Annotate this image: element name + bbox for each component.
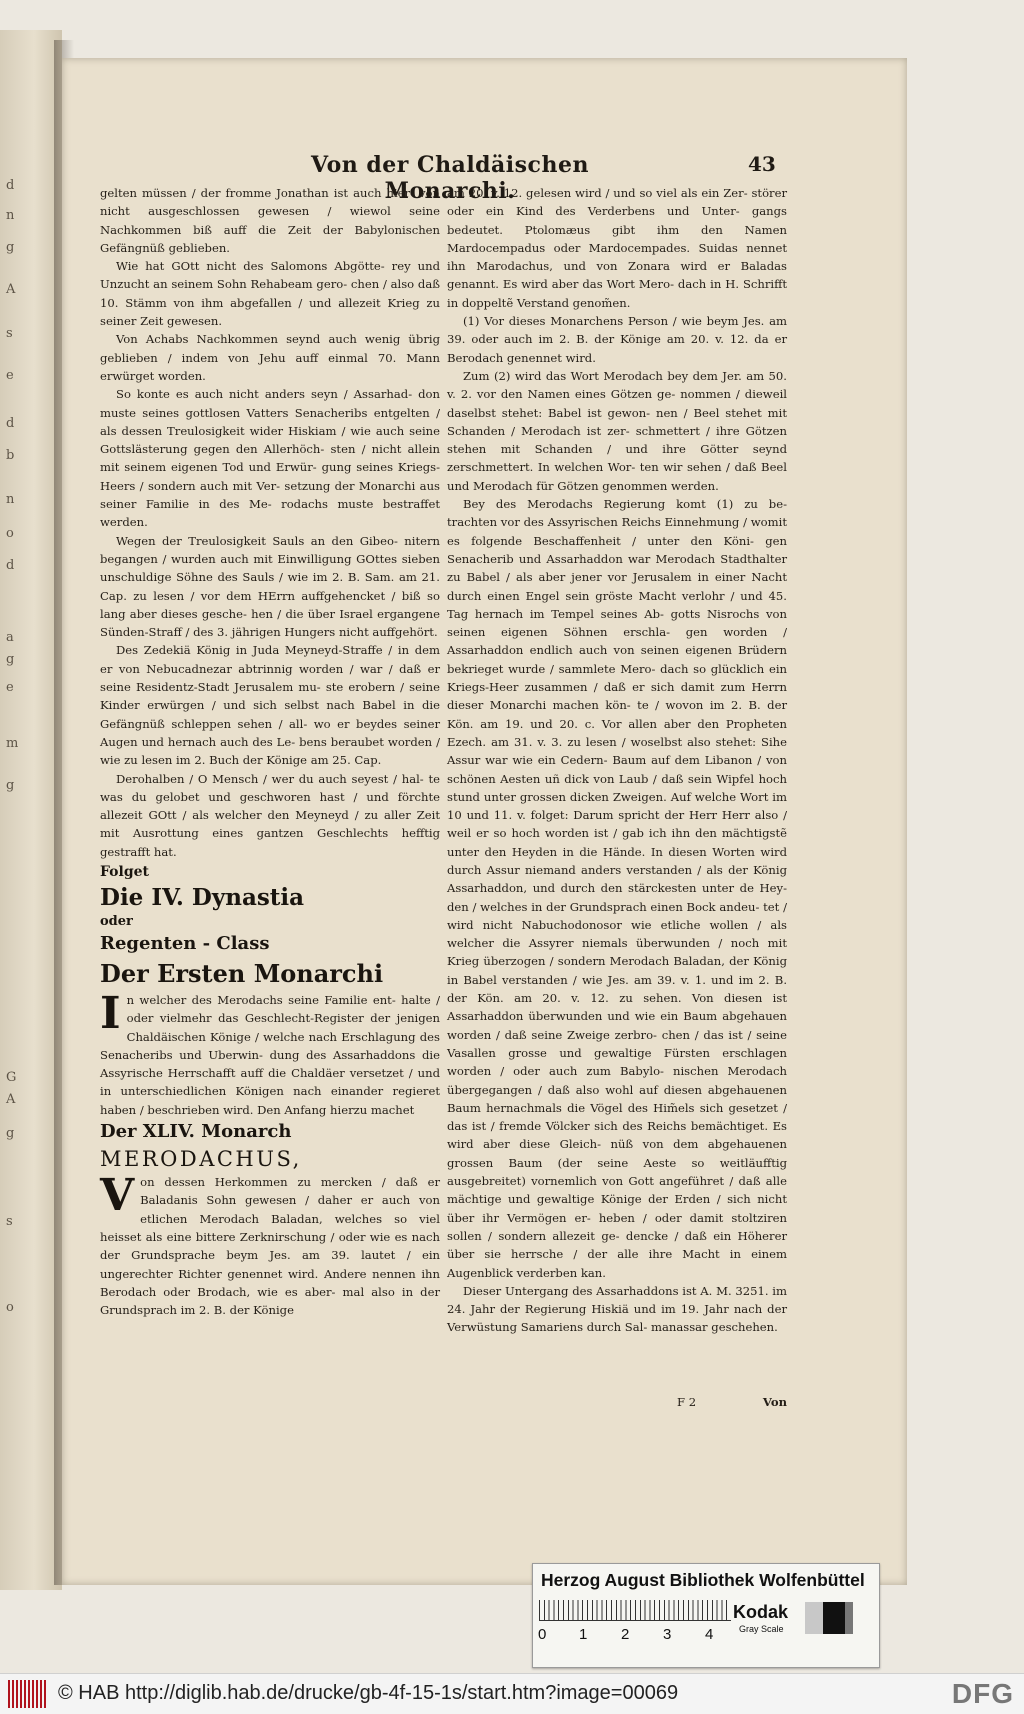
signature-mark: F 2 (677, 1395, 697, 1409)
drop-cap: I (100, 987, 121, 1039)
section-heading: Folget (100, 863, 149, 880)
edge-fragment: s (6, 1214, 14, 1229)
edge-fragment: s (6, 326, 14, 341)
edge-fragment: a (6, 630, 15, 645)
edge-fragment: b (6, 448, 16, 463)
edge-fragment: n (6, 208, 16, 223)
edge-fragment: g (6, 240, 16, 255)
library-name: Herzog August Bibliothek Wolfenbüttel (541, 1570, 865, 1590)
edge-fragment: g (6, 1126, 16, 1141)
section-heading: Der XLIV. Monarch (100, 1121, 292, 1143)
library-scan-label (532, 1563, 880, 1668)
paragraph: So konte es auch nicht anders seyn / Assarhad- don muste seines gottlosen Vatters Senacheribs entgelten / als dessen Treulosigkeit wider Hiskiam / wie auch seine Gottslästerung gegen den Allerhöch- sten / nicht allein mit seinem eigenen Tod und Erwür- gung seines Kriegs-Heers / sondern auch mit Ver- setzung der Monarchi aus seiner Familie in des Me- rodachs muste bestraffet werden. (100, 387, 440, 530)
ruler-ticks (539, 1600, 731, 1621)
edge-fragment: A (6, 282, 17, 297)
section-heading: Die IV. Dynastia (100, 883, 305, 911)
kodak-logo: Kodak (733, 1602, 789, 1622)
edge-fragment: e (6, 368, 15, 383)
edge-fragment: d (6, 178, 16, 193)
scale-number: 3 (663, 1626, 672, 1643)
paragraph: gelten müssen / der fromme Jonathan ist auch hier- von nicht ausgeschlossen gewesen / wiewol seine Nachkommen biß auff die Zeit der Babylonischen Gefängnüß geblieben. (100, 186, 440, 255)
edge-fragment: g (6, 778, 16, 793)
paragraph: am 20. v. 12. gelesen wird / und so viel als ein Zer- störer oder ein Kind des Verderbens und Unter- gangs bedeutet. Ptolomæus gibt ihm den Namen Mardocempadus oder Mardocempades. Suidas nennet ihn Marodachus, und von Zonara wird er Baladas genannt. Es wird aber das Wort Mero- dach in H. Schrifft in doppeltẽ Verstand genom̃en. (447, 186, 787, 310)
gray-patch (823, 1602, 845, 1634)
scale-number: 0 (538, 1626, 547, 1643)
edge-fragment: G (6, 1070, 18, 1085)
drop-cap: V (100, 1170, 135, 1222)
left-page-edge (0, 30, 62, 1590)
edge-fragment: d (6, 558, 16, 573)
section-heading: MERODACHUS, (100, 1147, 302, 1172)
footer-bar (0, 1673, 1024, 1714)
text-column-right (447, 184, 787, 1337)
paragraph (100, 1170, 440, 1319)
text-column-left (100, 184, 440, 1319)
paragraph: Dieser Untergang des Assarhaddons ist A. M. 3251. im 24. Jahr der Regierung Hiskiä und im 19. Jahr nach der Verwüstung Samariens durch Sal- manassar geschehen. (447, 1283, 787, 1335)
paragraph: Wie hat GOtt nicht des Salomons Abgötte- rey und Unzucht an seinem Sohn Rehabeam gero- chen / also daß 10. Stämm von ihm abgefallen / und allezeit Krieg zu seiner Zeit gewesen. (100, 259, 440, 329)
scale-number: 2 (621, 1626, 630, 1643)
running-head: Von der Chaldäischen Monarchi. (311, 152, 589, 204)
ruler-scale (539, 1600, 731, 1630)
scale-number: 4 (705, 1626, 714, 1643)
source-url[interactable]: © HAB http://diglib.hab.de/drucke/gb-4f-15-1s/start.htm?image=00069 (58, 1682, 679, 1704)
edge-fragment: m (6, 736, 20, 751)
paragraph: Zum (2) wird das Wort Merodach bey dem Jer. am 50. v. 2. vor den Namen eines Götzen ge- nommen / dieweil daselbst stehet: Babel ist gewon- nen / Beel stehet mit Schanden / Merodach ist zer- schmettert / ihre Götzen stehen mit Schanden / und ihre Götter seynd zerschmettert. In welchen Wor- ten wir sehen / daß Beel und Merodach für Götzen genommen werden. (447, 368, 787, 493)
page-number: 43 (748, 152, 776, 176)
edge-fragment: o (6, 1300, 15, 1315)
edge-fragment: e (6, 680, 15, 695)
edge-fragment: o (6, 526, 15, 541)
catchword: Von (762, 1395, 787, 1409)
gray-patch (845, 1602, 853, 1634)
paragraph (100, 987, 440, 1119)
paragraph: Wegen der Treulosigkeit Sauls an den Gibeo- nitern begangen / wurden auch mit Einwilligung GOttes sieben unschuldige Söhne des Sauls / wie im 2. B. Sam. am 21. Cap. zu lesen / vor dem HErrn auffgehencket / biß so lang aber dieses gesche- hen / die über Israel ergangene Sünden-Straff / des 3. jährigen Hungers nicht auffgehört. (100, 533, 440, 640)
paragraph: Von Achabs Nachkommen seynd auch wenig übrig geblieben / indem von Jehu auff einmal 70. Mann erwürget worden. (100, 332, 440, 383)
dfg-logo: DFG (951, 1678, 1014, 1709)
section-heading: Regenten - Class (100, 932, 270, 954)
paragraph: Bey des Merodachs Regierung komt (1) zu be- trachten vor des Assyrischen Reichs Einnehmung / womit es folgende Beschaffenheit / unter den Köni- gen Senacherib und Assarhaddon war Merodach Stadthalter zu Babel / als aber jener vor Jerusalem in einer Nacht durch einen Engel sein gröste Macht verlohr / und 45. Tag hernach im Tempel seines Ab- gotts Nisrochs von seinen eigenen Söhnen erschla- gen worden / Assarhaddon endlich auch von seinen eigenen Brüdern bekrieget wurde / sammlete Mero- dach so glücklich ein Kriegs-Heer zusammen / daß er sich damit zum Herrn dieser Monarchi machen kön- te / wovon im 2. B. der Kön. am 19. und 20. c. Vor allen aber den Propheten Ezech. am 31. v. 3. zu lesen / woselbst also stehet: Sihe Assur war wie ein Cedern- Baum auf dem Libanon / von schönen Aesten uñ dick von Laub / daß sein Wipfel hoch stund unter grossen dicken Zweigen. Auf welche Wort im 10 und 11. v. folget: Darum spricht der Herr Herr also / weil er so hoch worden ist / gab ich ihn den mächtigstẽ unter den Heyden in die Hände. In diesen Worten wird durch Assur niemand anders verstanden / als der König Assarhaddon, und durch den stärckesten unter de Hey- den / welches in der Grundsprach einen Bock andeu- tet / wird nicht Nabuchodonosor wie etliche wollen / als welcher die Assyrer niemals überwunden / noch mit Krieg überzogen / sondern Merodach Baladan, der König in Babel verstanden / wie Jes. am 39. v. 1. und im 2. B. der Kön. am 20. v. 12. zu sehen. Von diesen ist Assarhaddon überwunden und wie ein Baum abgehauen worden / daß seine Zweige zerbro- chen / das ist / seine Vasallen grosse und gewaltige Fürsten erschlagen worden / oder auch zum Babylo- nischen Merodach übergegangen / daß also wohl auf diesen abgehauenen Baum hernachmals die Vögel des Him̃els sich gesetzet / das ist / fremde Völcker sich des Reichs bemächtiget. Es wird aber diese Gleich- nüß von dem abgehauenen grossen Baum (der seine Aeste so weitläufftig ausgebreitet) vornemlich von Gott angeführet / daß alle mächtige und gewaltige Könige der Erden / sich nicht über ihr Vermögen er- heben / oder damit stoltziren sollen / sondern allezeit ge- dencke / daß ein Höherer über sie herrsche / der alle ihre Macht in einem Augenblick verderben kan. (447, 497, 787, 1280)
edge-fragment: d (6, 416, 16, 431)
paragraph: Des Zedekiä König in Juda Meyneyd-Straffe / in dem er von Nebucadnezar abtrinnig worden / war / daß er seine Residentz-Stadt Jerusalem mu- ste erobern / seine Kinder erwürgen / und sich selbst nach Babel in die Gefängnüß schleppen sehen / all- wo er beydes seiner Augen und hernach auch des Le- bens beraubet worden / wie zu lesen im 2. Buch der Könige am 25. Cap. (100, 643, 440, 768)
paragraph: Derohalben / O Mensch / wer du auch seyest / hal- te was du gelobet und geschworen hast / und förchte allezeit GOtt / als welcher den Meyneyd / zu aller Zeit mit Ausrottung eines gantzen Geschlechts hefftig gestrafft hat. (100, 771, 440, 859)
edge-fragment: n (6, 492, 16, 507)
paragraph-text: n welcher des Merodachs seine Familie ent- halte / oder vielmehr das Geschlecht-Register der jenigen Chaldäischen Könige / welche nach Erschlagung des Senacheribs und Uberwin- dung des Assarhaddons die Assyrische Herrschafft auff die Chaldäer versetzet / und in unterschiedlichen Königen nach einander regieret haben / beschrieben wird. Den Anfang hierzu machet (100, 992, 440, 1117)
paragraph: (1) Vor dieses Monarchens Person / wie beym Jes. am 39. oder auch im 2. B. der Könige am 20. v. 12. da er Berodach genennet wird. (447, 314, 787, 365)
gray-scale-label: Gray Scale (739, 1624, 784, 1634)
scale-number: 1 (579, 1626, 588, 1643)
paragraph-text: on dessen Herkommen zu mercken / daß er Baladanis Sohn gewesen / daher er auch von etlichen Merodach Baladan, welches so viel heisset als eine bittere Zerknirschung / oder wie es nach der Grundsprache beym Jes. am 39. lautet / ein ungerechter Richter genennet wird. Andere nennen ihn Berodach oder Brodach, wie es aber- mal also in der Grundsprach im 2. B. der Könige (100, 1175, 440, 1318)
gray-patch (805, 1602, 823, 1634)
barcode-icon (8, 1680, 46, 1708)
edge-fragment: A (6, 1092, 17, 1107)
section-heading: Der Ersten Monarchi (100, 958, 384, 988)
edge-fragment: g (6, 652, 16, 667)
section-heading: oder (100, 913, 133, 929)
